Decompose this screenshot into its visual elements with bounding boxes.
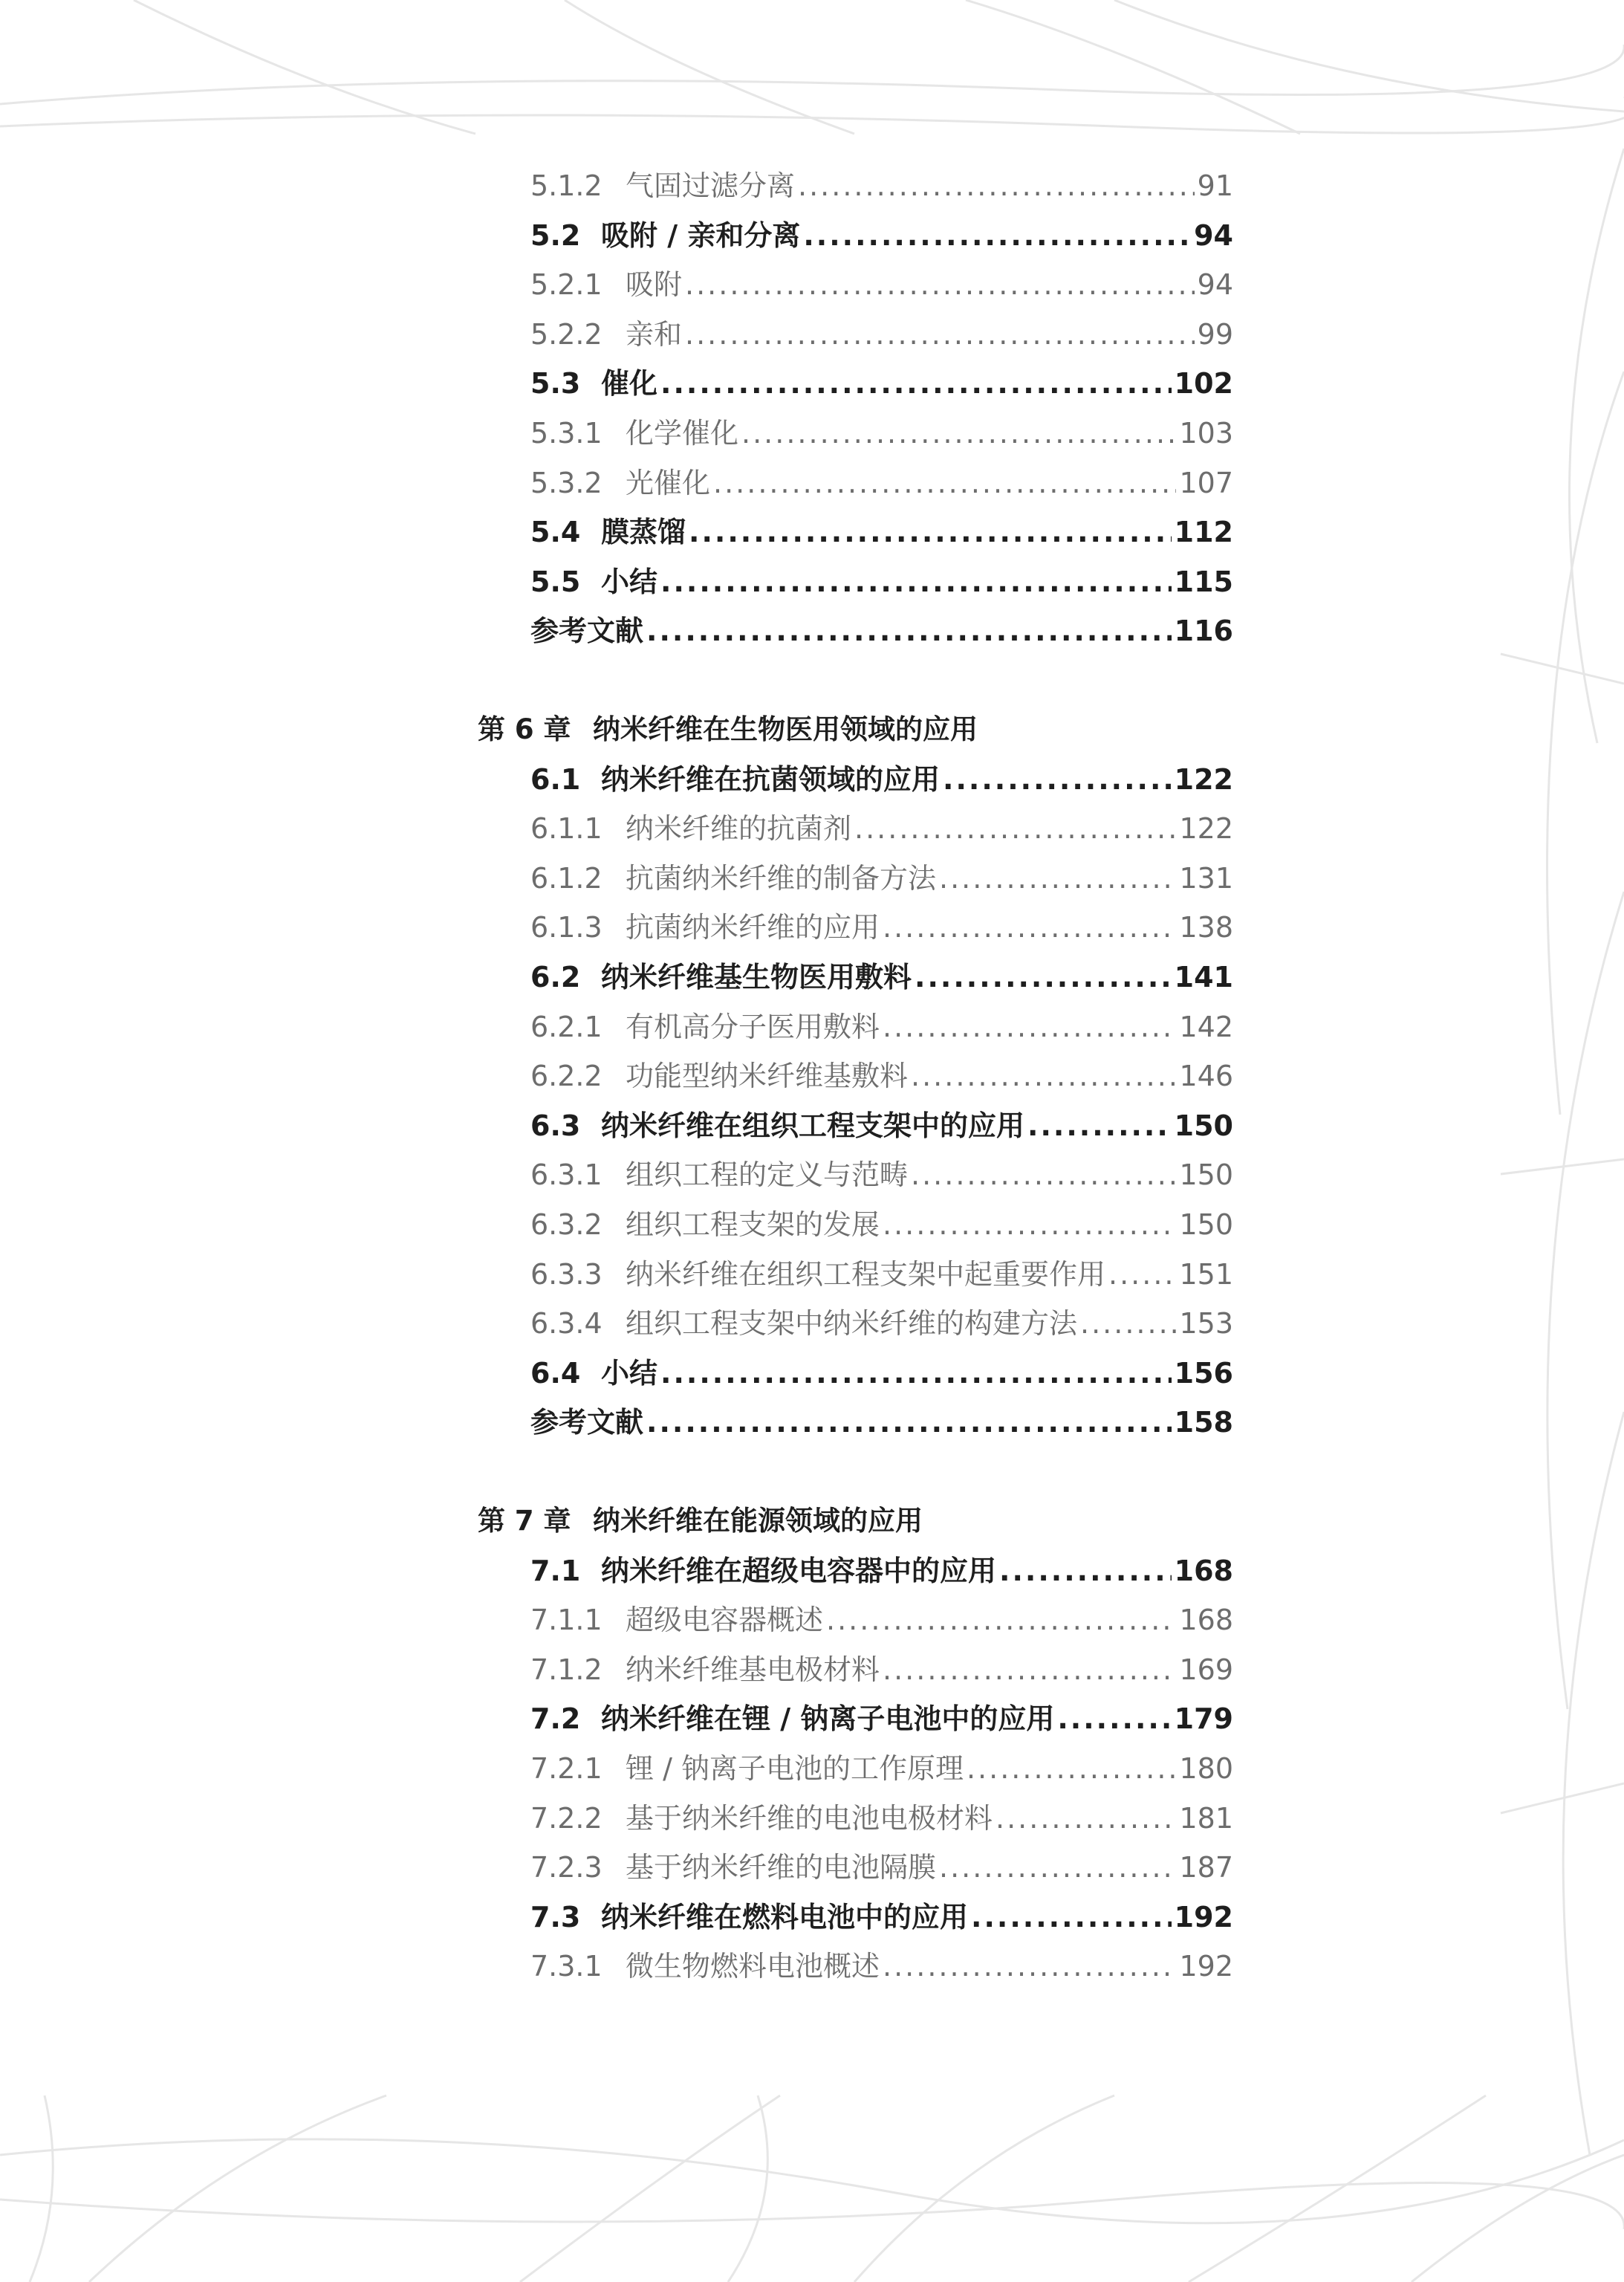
page-number: 91 — [1197, 169, 1233, 202]
section-number: 6.1.1 — [530, 812, 602, 846]
entry-title: 纳米纤维在超级电容器中的应用 — [601, 1554, 997, 1587]
dot-leader — [943, 759, 1172, 800]
toc-entry[interactable] — [530, 363, 1233, 404]
page-number: 181 — [1179, 1801, 1233, 1835]
section-number: 5.5 — [530, 565, 581, 598]
section-number: 5.1.2 — [530, 169, 602, 202]
section-number: 6.3 — [530, 1109, 581, 1142]
section-number: 7.1.2 — [530, 1653, 602, 1686]
section-number: 6.1.3 — [530, 911, 602, 944]
dot-leader — [646, 1401, 1172, 1443]
entry-title: 组织工程支架的发展 — [626, 1208, 880, 1241]
entry-title: 纳米纤维在能源领域的应用 — [593, 1505, 923, 1537]
dot-leader — [685, 314, 1195, 355]
section-number: 5.2.1 — [530, 268, 602, 302]
entry-title: 化学催化 — [626, 417, 739, 450]
entry-title: 抗菌纳米纤维的应用 — [626, 911, 880, 944]
entry-title: 微生物燃料电池概述 — [626, 1950, 880, 1983]
section-number: 5.4 — [530, 516, 581, 549]
toc-entry[interactable] — [530, 610, 1233, 652]
dot-leader — [660, 561, 1172, 603]
page-number: 158 — [1174, 1406, 1233, 1439]
chapter-number: 第 6 章 — [478, 713, 571, 745]
entry-title: 膜蒸馏 — [601, 516, 686, 549]
page-number: 103 — [1179, 417, 1233, 450]
section-number: 6.1.2 — [530, 861, 602, 895]
section-number: 7.3.1 — [530, 1950, 602, 1983]
toc-entry[interactable] — [530, 561, 1233, 603]
dot-leader — [883, 1649, 1176, 1691]
toc-entry[interactable] — [530, 956, 1233, 998]
page-number: 102 — [1174, 367, 1233, 401]
dot-leader — [689, 511, 1172, 553]
entry-title: 纳米纤维在锂 / 钠离子电池中的应用 — [601, 1702, 1055, 1736]
dot-leader — [883, 1006, 1176, 1048]
entry-title: 催化 — [601, 367, 658, 401]
page-number: 179 — [1174, 1702, 1233, 1736]
page-number: 115 — [1174, 565, 1233, 598]
toc-entry[interactable] — [530, 215, 1233, 256]
page-number: 122 — [1179, 812, 1233, 846]
dot-leader — [803, 215, 1191, 256]
section-number: 7.3 — [530, 1900, 581, 1933]
entry-title: 纳米纤维在组织工程支架中的应用 — [601, 1109, 1025, 1142]
entry-title: 小结 — [601, 565, 658, 598]
toc-entry[interactable] — [530, 1896, 1233, 1938]
toc-entry[interactable] — [530, 1006, 1233, 1048]
page-number: 122 — [1174, 762, 1233, 796]
page-number: 112 — [1174, 516, 1233, 549]
section-number: 6.2 — [530, 961, 581, 993]
page-number: 169 — [1179, 1653, 1233, 1686]
page-number: 138 — [1179, 911, 1233, 944]
toc-entry[interactable] — [530, 165, 1233, 207]
dot-leader — [883, 907, 1176, 948]
page-number: 142 — [1179, 1010, 1233, 1043]
entry-title: 超级电容器概述 — [626, 1604, 824, 1637]
toc-entry[interactable] — [530, 1254, 1233, 1295]
page-number: 156 — [1174, 1356, 1233, 1390]
page-number: 153 — [1179, 1307, 1233, 1341]
section-number: 5.3.2 — [530, 466, 602, 499]
section-number: 7.2 — [530, 1702, 581, 1736]
toc-entry[interactable] — [530, 511, 1233, 553]
chapter-number: 第 7 章 — [478, 1505, 571, 1537]
entry-title: 组织工程的定义与范畴 — [626, 1158, 909, 1192]
dot-leader — [967, 1748, 1177, 1789]
entry-title: 小结 — [601, 1356, 658, 1390]
chapter-heading — [478, 709, 1233, 751]
toc-entry[interactable] — [530, 264, 1233, 305]
toc-entry[interactable] — [530, 858, 1233, 899]
dot-leader — [911, 1055, 1176, 1097]
entry-title: 纳米纤维在组织工程支架中起重要作用 — [626, 1257, 1106, 1291]
section-number: 7.1.1 — [530, 1604, 602, 1637]
entry-title: 参考文献 — [530, 1406, 644, 1439]
toc-entry[interactable] — [530, 1550, 1233, 1592]
dot-leader — [660, 1352, 1172, 1394]
section-number: 7.2.3 — [530, 1851, 602, 1884]
dot-leader — [1057, 1698, 1171, 1740]
toc-entry[interactable] — [530, 1945, 1233, 1987]
page-number: 168 — [1179, 1604, 1233, 1637]
entry-title: 基于纳米纤维的电池隔膜 — [626, 1851, 937, 1884]
toc-entry[interactable] — [530, 1055, 1233, 1097]
dot-leader — [1080, 1303, 1176, 1344]
toc-entry[interactable] — [530, 1401, 1233, 1443]
dot-leader — [911, 1154, 1176, 1196]
page-number: 150 — [1174, 1109, 1233, 1142]
toc-entry[interactable] — [530, 1204, 1233, 1245]
dot-leader — [883, 1945, 1176, 1987]
section-number: 5.2.2 — [530, 317, 602, 351]
entry-title: 气固过滤分离 — [626, 169, 796, 202]
entry-title: 纳米纤维在生物医用领域的应用 — [593, 713, 978, 745]
toc-entry[interactable] — [530, 808, 1233, 849]
section-number: 7.2.1 — [530, 1752, 602, 1785]
dot-leader — [1108, 1254, 1176, 1295]
page-number: 131 — [1179, 861, 1233, 895]
toc-entry[interactable] — [530, 314, 1233, 355]
entry-title: 亲和 — [626, 317, 683, 351]
page-number: 187 — [1179, 1851, 1233, 1884]
page-number: 150 — [1179, 1158, 1233, 1192]
entry-title: 光催化 — [626, 466, 711, 499]
entry-title: 组织工程支架中纳米纤维的构建方法 — [626, 1307, 1078, 1341]
page-number: 99 — [1197, 317, 1233, 351]
page-number: 168 — [1174, 1554, 1233, 1587]
dot-leader — [1027, 1105, 1172, 1147]
page-number: 150 — [1179, 1208, 1233, 1241]
dot-leader — [741, 412, 1176, 454]
page-number: 94 — [1197, 268, 1233, 302]
section-number: 6.3.3 — [530, 1257, 602, 1291]
dot-leader — [883, 1204, 1176, 1245]
chapter-heading — [478, 1500, 1233, 1542]
page-number: 180 — [1179, 1752, 1233, 1785]
entry-title: 锂 / 钠离子电池的工作原理 — [626, 1752, 964, 1785]
page-number: 146 — [1179, 1060, 1233, 1093]
section-number: 5.3.1 — [530, 417, 602, 450]
page-number: 151 — [1179, 1257, 1233, 1291]
dot-leader — [939, 858, 1176, 899]
toc-entry[interactable] — [530, 1599, 1233, 1641]
entry-title: 吸附 — [626, 268, 683, 302]
dot-leader — [798, 165, 1195, 207]
section-number: 6.4 — [530, 1356, 581, 1390]
toc-entry[interactable] — [530, 759, 1233, 800]
entry-title: 基于纳米纤维的电池电极材料 — [626, 1801, 993, 1835]
section-number: 6.3.4 — [530, 1307, 602, 1341]
toc-entry[interactable] — [530, 412, 1233, 454]
page-number: 192 — [1174, 1900, 1233, 1933]
page-number: 94 — [1194, 218, 1233, 252]
page-number: 107 — [1179, 466, 1233, 499]
dot-leader — [826, 1599, 1176, 1641]
page-number: 141 — [1174, 961, 1233, 993]
toc-entry[interactable] — [530, 1105, 1233, 1147]
dot-leader — [854, 808, 1176, 849]
dot-leader — [685, 264, 1195, 305]
entry-title: 纳米纤维基生物医用敷料 — [601, 961, 912, 993]
dot-leader — [999, 1550, 1172, 1592]
dot-leader — [971, 1896, 1172, 1938]
section-number: 5.2 — [530, 218, 581, 252]
toc-entry[interactable] — [530, 1748, 1233, 1789]
toc-entry[interactable] — [530, 462, 1233, 504]
toc-entry[interactable] — [530, 1698, 1233, 1740]
dot-leader — [995, 1798, 1176, 1839]
toc-entry[interactable] — [530, 1798, 1233, 1839]
section-number: 7.1 — [530, 1554, 581, 1587]
toc-entry[interactable] — [530, 1154, 1233, 1196]
section-number: 6.2.1 — [530, 1010, 602, 1043]
toc-entry[interactable] — [530, 1649, 1233, 1691]
section-number: 5.3 — [530, 367, 581, 401]
page-number: 192 — [1179, 1950, 1233, 1983]
entry-title: 吸附 / 亲和分离 — [601, 218, 801, 252]
section-number: 6.1 — [530, 762, 581, 796]
page-number: 116 — [1174, 615, 1233, 648]
toc-entry[interactable] — [530, 1303, 1233, 1344]
section-number: 6.3.2 — [530, 1208, 602, 1241]
dot-leader — [713, 462, 1176, 504]
dot-leader — [915, 956, 1172, 998]
dot-leader — [939, 1847, 1176, 1888]
entry-title: 参考文献 — [530, 615, 644, 648]
section-number: 7.2.2 — [530, 1801, 602, 1835]
entry-title: 有机高分子医用敷料 — [626, 1010, 880, 1043]
entry-title: 纳米纤维在燃料电池中的应用 — [601, 1900, 969, 1933]
dot-leader — [660, 363, 1172, 404]
section-number: 6.2.2 — [530, 1060, 602, 1093]
toc-entry[interactable] — [530, 1847, 1233, 1888]
entry-title: 功能型纳米纤维基敷料 — [626, 1060, 909, 1093]
dot-leader — [646, 610, 1172, 652]
toc-entry[interactable] — [530, 1352, 1233, 1394]
entry-title: 纳米纤维基电极材料 — [626, 1653, 880, 1686]
section-number: 6.3.1 — [530, 1158, 602, 1192]
entry-title: 纳米纤维在抗菌领域的应用 — [601, 762, 941, 796]
entry-title: 纳米纤维的抗菌剂 — [626, 812, 852, 846]
entry-title: 抗菌纳米纤维的制备方法 — [626, 861, 937, 895]
toc-entry[interactable] — [530, 907, 1233, 948]
